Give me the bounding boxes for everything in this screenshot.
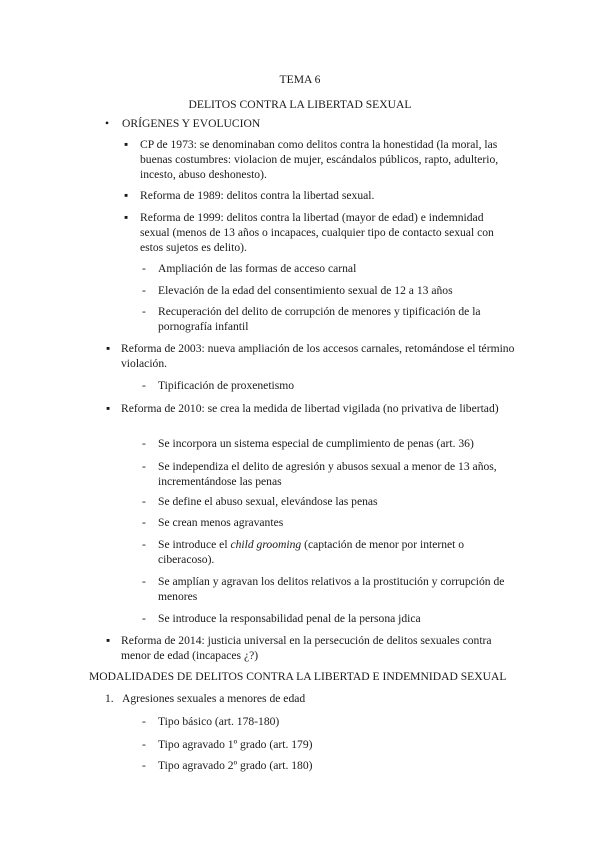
dash-marker: - [142,715,146,728]
list-item: Tipificación de proxenetismo [158,379,295,392]
dash-marker: - [142,284,146,297]
list-item: Se independiza el delito de agresión y abusos sexual a menor de 13 años, incrementándose las penas [158,460,497,488]
document-title: TEMA 6 [279,73,321,86]
dash-marker: - [142,538,146,551]
square-marker: ▪ [124,138,129,151]
dash-marker: - [142,262,146,275]
list-item-reforma-2014: Reforma de 2014: justicia universal en la persecución de delitos sexuales contra menor de edad (incapaces ¿?) [121,634,492,662]
list-item-reforma-2003: Reforma de 2003: nueva ampliación de los accesos carnales, retomándose el término violación. [121,342,515,370]
square-marker: ▪ [124,211,129,224]
list-number: 1. [105,692,114,705]
bullet-marker: • [105,117,110,130]
document-subtitle: DELITOS CONTRA LA LIBERTAD SEXUAL [188,98,412,111]
section-heading-origenes: ORÍGENES Y EVOLUCION [122,117,261,130]
dash-marker: - [142,305,146,318]
child-grooming-text-after: (captación de menor por internet o ciberacoso). [158,538,465,566]
list-item-cp1973: CP de 1973: se denominaban como delitos contra la honestidad (la moral, las buenas costumbres: violacion de mujer, escándalos públicos, rapto, adulterio, incesto, abuso deshonesto). [140,138,499,181]
list-item: Tipo agravado 1º grado (art. 179) [158,738,313,751]
dash-marker: - [142,495,146,508]
dash-marker: - [142,460,146,473]
child-grooming-text-before: Se introduce el [158,538,231,551]
list-item: Tipo agravado 2º grado (art. 180) [158,759,313,772]
list-item: Recuperación del delito de corrupción de menores y tipificación de la pornografía infantil [158,305,481,333]
list-item-reforma-1989: Reforma de 1989: delitos contra la libertad sexual. [140,189,375,202]
child-grooming-term: child grooming [230,538,302,551]
list-item: Se amplían y agravan los delitos relativos a la prostitución y corrupción de menores [158,575,505,603]
list-item: Ampliación de las formas de acceso carnal [158,262,357,275]
list-item: Se crean menos agravantes [158,516,284,529]
list-item: Tipo básico (art. 178-180) [158,715,280,728]
square-marker: ▪ [106,634,111,647]
dash-marker: - [142,379,146,392]
list-item: Se introduce la responsabilidad penal de la persona jdica [158,612,421,625]
dash-marker: - [142,759,146,772]
list-item: Se incorpora un sistema especial de cumplimiento de penas (art. 36) [158,437,474,450]
list-item: Se define el abuso sexual, elevándose las penas [158,495,378,508]
square-marker: ▪ [106,402,111,415]
square-marker: ▪ [124,189,129,202]
dash-marker: - [142,516,146,529]
dash-marker: - [142,437,146,450]
list-item-reforma-1999: Reforma de 1999: delitos contra la libertad (mayor de edad) e indemnidad sexual (menos de 13 años o incapaces, cualquier tipo de contacto sexual con estos sujetos es delito). [140,211,494,254]
square-marker: ▪ [106,342,111,355]
list-item-agresiones: Agresiones sexuales a menores de edad [122,692,306,705]
section-heading-modalidades: MODALIDADES DE DELITOS CONTRA LA LIBERTAD E INDEMNIDAD SEXUAL [89,670,507,683]
dash-marker: - [142,738,146,751]
dash-marker: - [142,575,146,588]
dash-marker: - [142,612,146,625]
list-item-child-grooming [158,537,512,567]
list-item-reforma-2010: Reforma de 2010: se crea la medida de libertad vigilada (no privativa de libertad) [121,402,499,415]
list-item: Elevación de la edad del consentimiento sexual de 12 a 13 años [158,284,453,297]
